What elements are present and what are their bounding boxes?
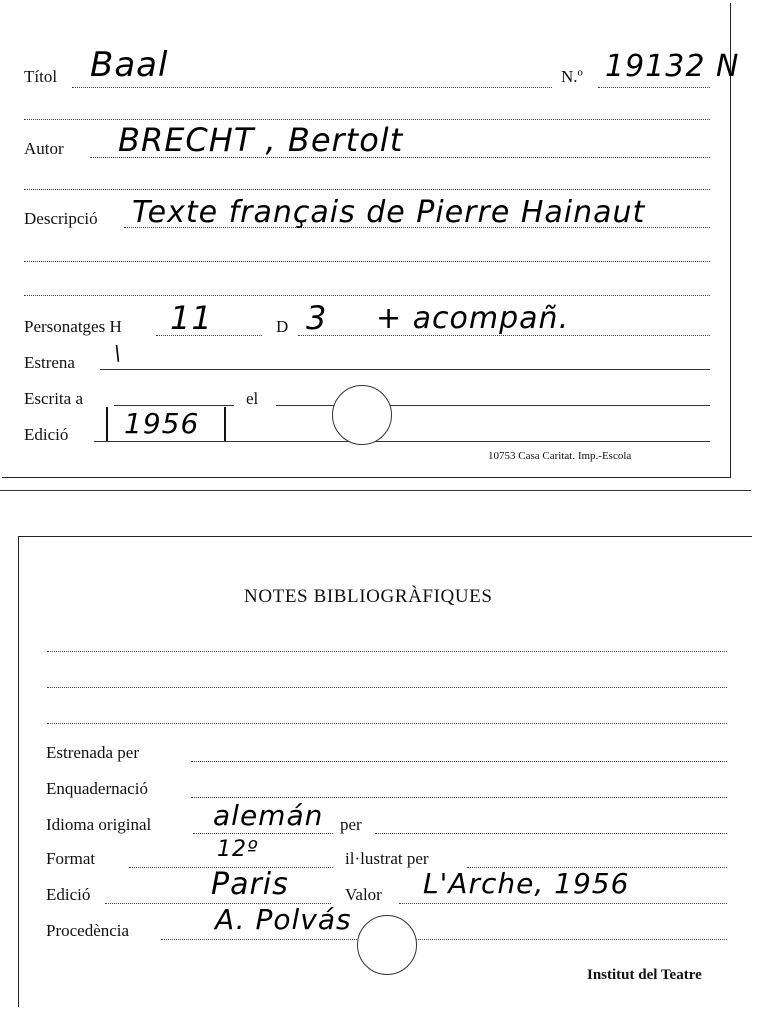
blank-line — [24, 261, 710, 262]
titol-value: Baal — [90, 45, 169, 85]
enquadernacio-line — [191, 797, 727, 798]
estrena-line — [100, 369, 710, 370]
edicio-back-value: Paris — [211, 867, 289, 902]
blank-line — [24, 189, 710, 190]
catalog-card-front — [2, 3, 740, 478]
el-label: el — [246, 389, 259, 408]
edicio-back-label: Edició — [46, 885, 91, 904]
card-divider — [0, 490, 751, 491]
idioma-line — [193, 833, 333, 834]
edicio-label: Edició — [24, 425, 69, 444]
printer-imprint: 10753 Casa Caritat. Imp.-Escola — [488, 450, 632, 462]
enquadernacio-label: Enquadernació — [46, 779, 148, 798]
edicio-line — [94, 441, 710, 442]
illustrat-label: il·lustrat per — [345, 849, 429, 868]
estrenada-line — [191, 761, 727, 762]
blank-line — [47, 687, 727, 688]
blank-line — [47, 723, 727, 724]
idioma-label: Idioma original — [46, 815, 152, 834]
autor-value: BRECHT , Bertolt — [118, 121, 404, 159]
personatges-extra: + acompañ. — [376, 301, 570, 336]
notes-heading: NOTES BIBLIOGRÀFIQUES — [244, 586, 493, 607]
estrena-label: Estrena — [24, 353, 75, 372]
format-value: 12º — [217, 837, 259, 862]
titol-line — [72, 87, 552, 88]
valor-line — [399, 903, 727, 904]
escrita-line — [114, 405, 234, 406]
procedencia-line — [161, 939, 727, 940]
estrena-value: \ — [114, 341, 122, 365]
edicio-value: 1956 — [124, 407, 200, 440]
numero-label: N.º — [561, 67, 583, 86]
escrita-label: Escrita a — [24, 389, 83, 408]
per-line — [375, 833, 727, 834]
autor-label: Autor — [24, 139, 64, 158]
institution-name: Institut del Teatre — [587, 967, 702, 983]
procedencia-label: Procedència — [46, 921, 130, 940]
blank-line — [47, 651, 727, 652]
valor-value: L'Arche, 1956 — [423, 867, 630, 900]
personatges-label: Personatges H — [24, 317, 122, 336]
numero-value: 19132 N — [605, 49, 740, 84]
catalog-card-back — [18, 536, 752, 1007]
personatges-d-value: 3 — [306, 299, 328, 337]
valor-label: Valor — [345, 885, 382, 904]
punch-hole — [357, 915, 417, 975]
personatges-d-label: D — [276, 317, 289, 336]
idioma-value: alemán — [213, 799, 324, 832]
procedencia-value: A. Polvás — [215, 903, 352, 936]
descripcio-label: Descripció — [24, 209, 98, 228]
format-label: Format — [46, 849, 96, 868]
estrenada-label: Estrenada per — [46, 743, 139, 762]
descripcio-value: Texte français de Pierre Hainaut — [132, 195, 646, 230]
blank-line — [24, 295, 710, 296]
personatges-h-value: 11 — [170, 299, 213, 337]
blank-line — [24, 119, 710, 120]
per-label: per — [340, 815, 362, 834]
punch-hole — [332, 385, 392, 445]
numero-line — [598, 87, 710, 88]
titol-label: Títol — [24, 67, 58, 86]
